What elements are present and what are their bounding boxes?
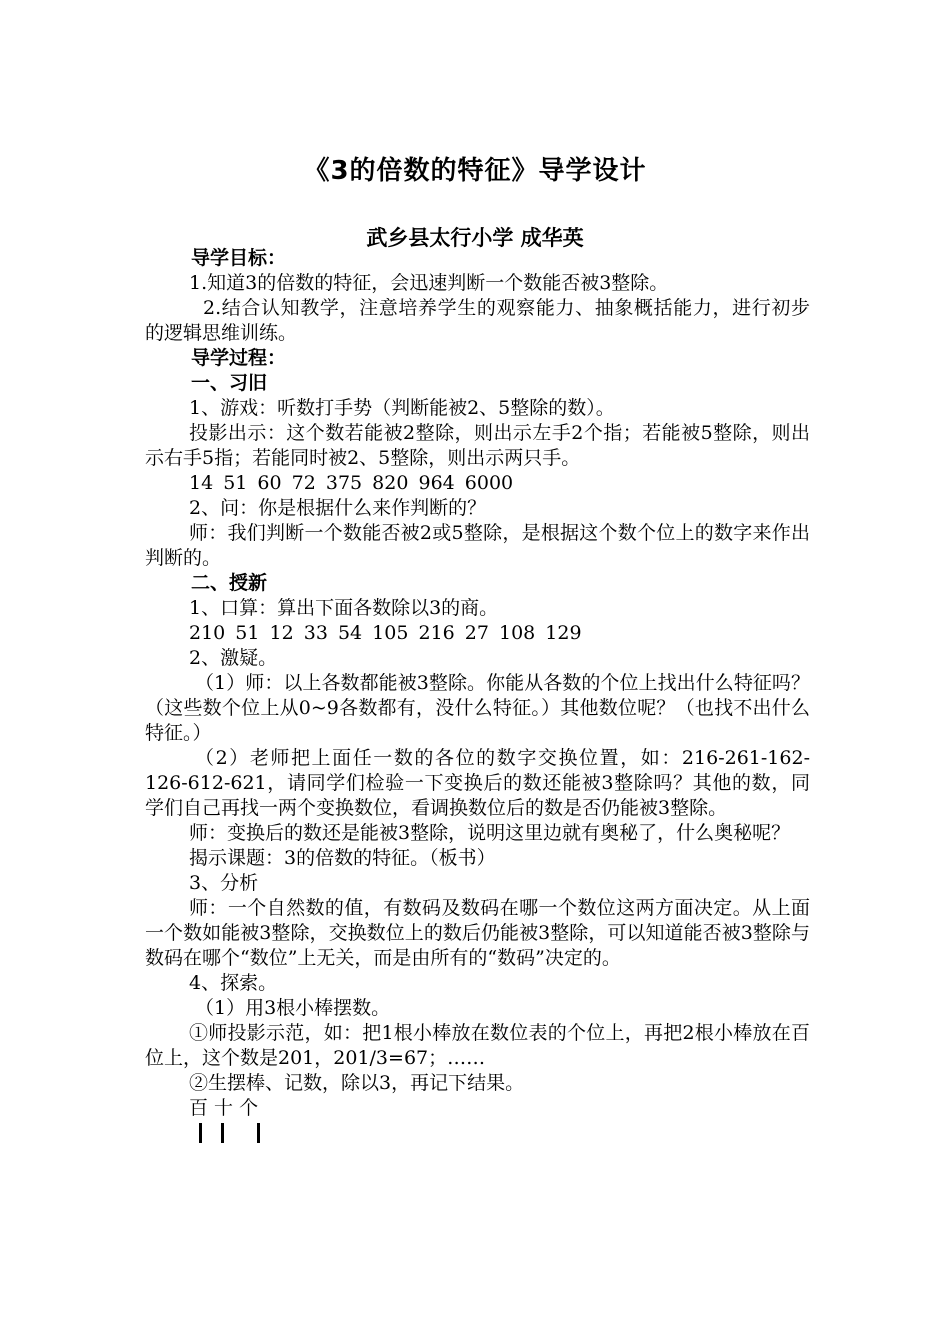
paragraph: 2、问：你是根据什么来作判断的？ — [189, 497, 487, 519]
paragraph: （1）师：以上各数都能被3整除。你能从各数的个位上找出什么特征吗？（这些数个位上从0~9各数都有，没什么特征。）其他数位呢？（也找不出什么特征。） — [145, 672, 810, 744]
paragraph: 1、口算：算出下面各数除以3的商。 — [189, 597, 499, 619]
paragraph: ①师投影示范，如：把1根小棒放在数位表的个位上，再把2根小棒放在百位上，这个数是201，201/3=67；…… — [145, 1022, 810, 1069]
number-list: 14 51 60 72 375 820 964 6000 — [189, 472, 514, 494]
paragraph: （1）用3根小棒摆数。 — [195, 997, 391, 1019]
paragraph: 师：变换后的数还是能被3整除，说明这里边就有奥秘了，什么奥秘呢？ — [189, 822, 791, 844]
section-heading-new: 二、授新 — [191, 572, 268, 594]
place-value-header: 百 十 个 — [189, 1097, 259, 1119]
section-heading-process: 导学过程： — [191, 347, 287, 369]
paragraph: 投影出示：这个数若能被2整除，则出示左手2个指；若能被5整除，则出示右手5指；若能同时被2、5整除，则出示两只手。 — [145, 422, 810, 469]
stick — [199, 1123, 202, 1143]
section-heading-goals: 导学目标： — [191, 247, 287, 269]
goal-item-1: 1.知道3的倍数的特征，会迅速判断一个数能否被3整除。 — [189, 272, 669, 294]
number-list: 210 51 12 33 54 105 216 27 108 129 — [189, 622, 582, 644]
paragraph: 师：我们判断一个数能否被2或5整除，是根据这个数个位上的数字来作出判断的。 — [145, 522, 810, 569]
paragraph: 揭示课题：3的倍数的特征。（板书） — [189, 847, 496, 869]
paragraph: 2、激疑。 — [189, 647, 278, 669]
paragraph: 3、分析 — [189, 872, 259, 894]
stick — [257, 1123, 260, 1143]
paragraph: 师：一个自然数的值，有数码及数码在哪一个数位这两方面决定。从上面一个数如能被3整除，交换数位上的数后仍能被3整除，可以知道能否被3整除与数码在哪个“数位”上无关，而是由所有的“数码”决定的。 — [145, 897, 810, 969]
paragraph: 4、探索。 — [189, 972, 278, 994]
place-value-sticks — [195, 1123, 810, 1145]
paragraph: （2）老师把上面任一数的各位的数字交换位置，如：216-261-162-126-612-621，请同学们检验一下变换后的数还能被3整除吗？其他的数，同学们自己再找一两个变换数位，看调换数位后的数是否仍能被3整除。 — [145, 747, 810, 819]
document-author: 武乡县太行小学 成华英 — [366, 226, 584, 250]
document-title: 《3的倍数的特征》导学设计 — [303, 156, 647, 186]
section-heading-review: 一、习旧 — [191, 372, 268, 394]
paragraph: ②生摆棒、记数，除以3，再记下结果。 — [189, 1072, 525, 1094]
document-body — [145, 246, 810, 1145]
goal-item-2: 2.结合认知教学，注意培养学生的观察能力、抽象概括能力，进行初步的逻辑思维训练。 — [145, 297, 810, 344]
stick — [221, 1123, 224, 1143]
paragraph: 1、游戏：听数打手势（判断能被2、5整除的数）。 — [189, 397, 615, 419]
